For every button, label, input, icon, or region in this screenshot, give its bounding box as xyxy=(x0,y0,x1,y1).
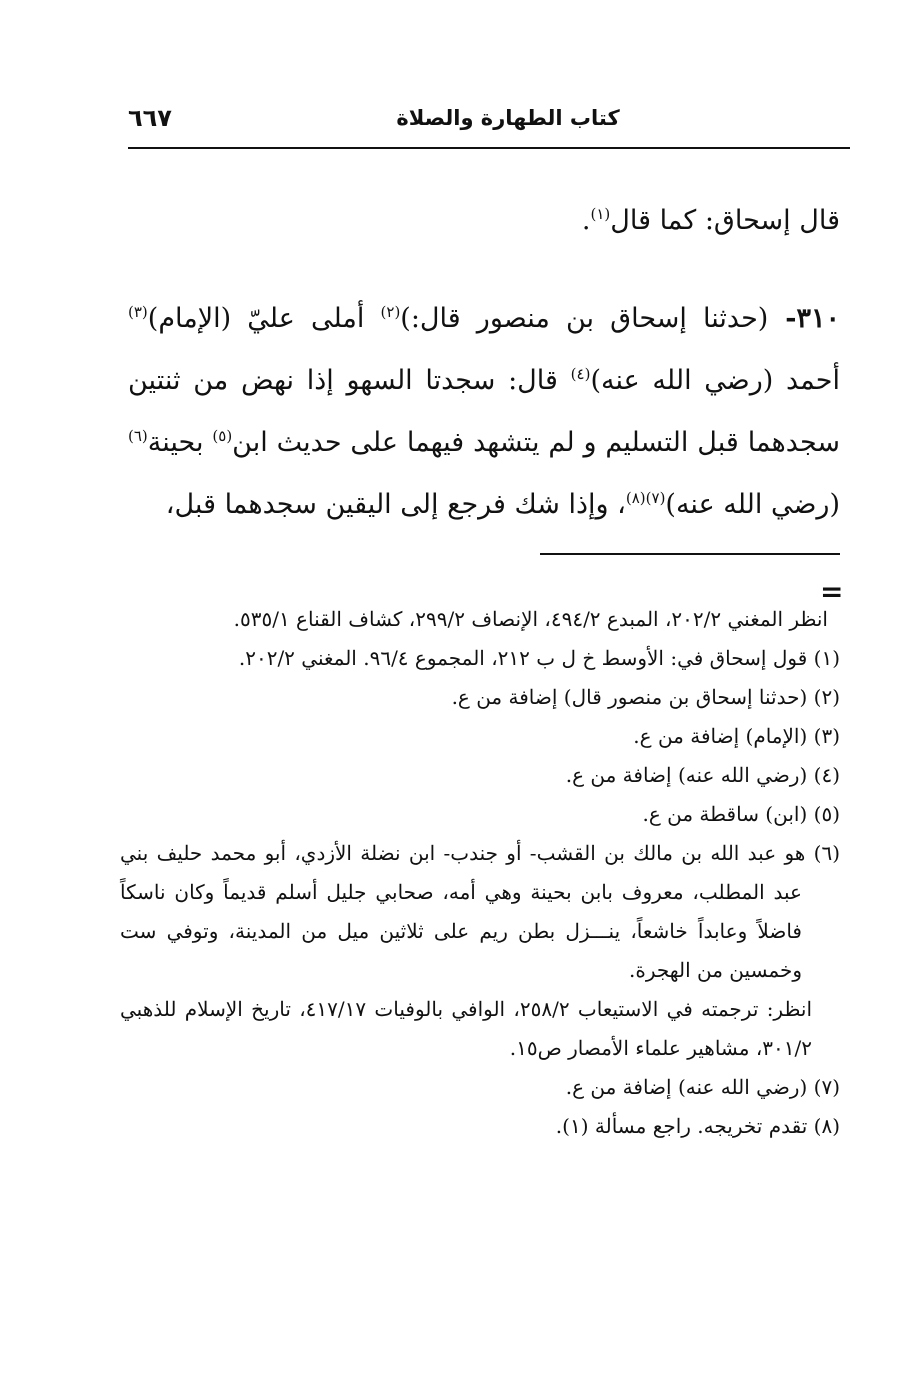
hadith-segment: قال: سجدتا السهو إذا نهض من ثنتين سجدهما قبل التسليم و لم يتشهد فيهما على حديث ابن xyxy=(128,365,840,458)
footnote-3: (٣) (الإمام) إضافة من ع. xyxy=(633,724,840,748)
footnote-7: (٧) (رضي الله عنه) إضافة من ع. xyxy=(565,1075,840,1099)
footnote-ref-2: (٢) xyxy=(380,303,401,321)
book-title: كتاب الطهارة والصلاة xyxy=(396,106,620,130)
footnote-6-references: انظر: ترجمته في الاستيعاب ٢٥٨/٢، الوافي بالوفيات ٤١٧/١٧، تاريخ الإسلام للذهبي ٣٠١/٢، مشاهير علماء الأمصار ص١٥. xyxy=(120,997,812,1060)
footnote-ref-6: (٦) xyxy=(128,427,148,445)
page-number: ٦٦٧ xyxy=(128,104,172,132)
hadith-segment: بحينة xyxy=(147,427,213,458)
header-divider xyxy=(128,147,850,149)
page-header xyxy=(128,104,850,138)
footnote-ref-8: (٨) xyxy=(625,489,646,507)
quote-tail: . xyxy=(581,205,591,236)
footnote-2: (٢) (حدثنا إسحاق بن منصور قال) إضافة من ع. xyxy=(451,685,840,709)
footnote-5: (٥) (ابن) ساقطة من ع. xyxy=(642,802,840,826)
footnote-divider xyxy=(540,553,840,555)
footnote-continuation: انظر المغني ٢٠٢/٢، المبدع ٤٩٤/٢، الإنصاف ٢٩٩/٢، كشاف القناع ٥٣٥/١. xyxy=(233,607,828,631)
hadith-310 xyxy=(128,288,840,536)
hadith-segment: أملى عليّ (الإمام) xyxy=(147,303,381,334)
hadith-segment: أحمد (رضي الله عنه) xyxy=(590,365,840,396)
footnote-8: (٨) تقدم تخريجه. راجع مسألة (١). xyxy=(555,1114,840,1138)
footnote-1: (١) قول إسحاق في: الأوسط خ ل ب ٢١٢، المجموع ٩٦/٤. المغني ٢٠٢/٢. xyxy=(238,646,840,670)
footnotes xyxy=(120,600,840,1146)
hadith-segment: (رضي الله عنه) xyxy=(665,489,840,520)
footnote-4: (٤) (رضي الله عنه) إضافة من ع. xyxy=(565,763,840,787)
continuation-mark: = xyxy=(820,575,844,608)
footnote-ref-5: (٥) xyxy=(212,427,233,445)
footnote-ref-7: (٧) xyxy=(645,489,666,507)
hadith-number: ٣١٠- xyxy=(768,303,840,334)
footnote-ref-3: (٣) xyxy=(128,303,148,321)
main-text xyxy=(128,190,840,536)
ishaq-quote xyxy=(128,190,840,252)
footnote-ref-4: (٤) xyxy=(570,365,591,383)
quote-text: قال إسحاق: كما قال xyxy=(610,205,840,236)
footnote-ref-1: (١) xyxy=(590,205,611,223)
hadith-segment: (حدثنا إسحاق بن منصور قال:) xyxy=(400,303,769,334)
footnote-6: (٦) هو عبد الله بن مالك بن القشب- أو جندب- ابن نضلة الأزدي، أبو محمد حليف بني عبد المطلب، معروف بابن بحينة وهي أمه، صحابي جليل أسلم قديماً وكان ناسكاً فاضلاً وعابداً خاشعاً، ينـــزل بطن ريم على ثلاثين ميل من المدينة، وتوفي ست وخمسين من الهجرة. xyxy=(120,841,840,982)
hadith-segment: ، وإذا شك فرجع إلى اليقين سجدهما قبل، xyxy=(165,489,626,520)
